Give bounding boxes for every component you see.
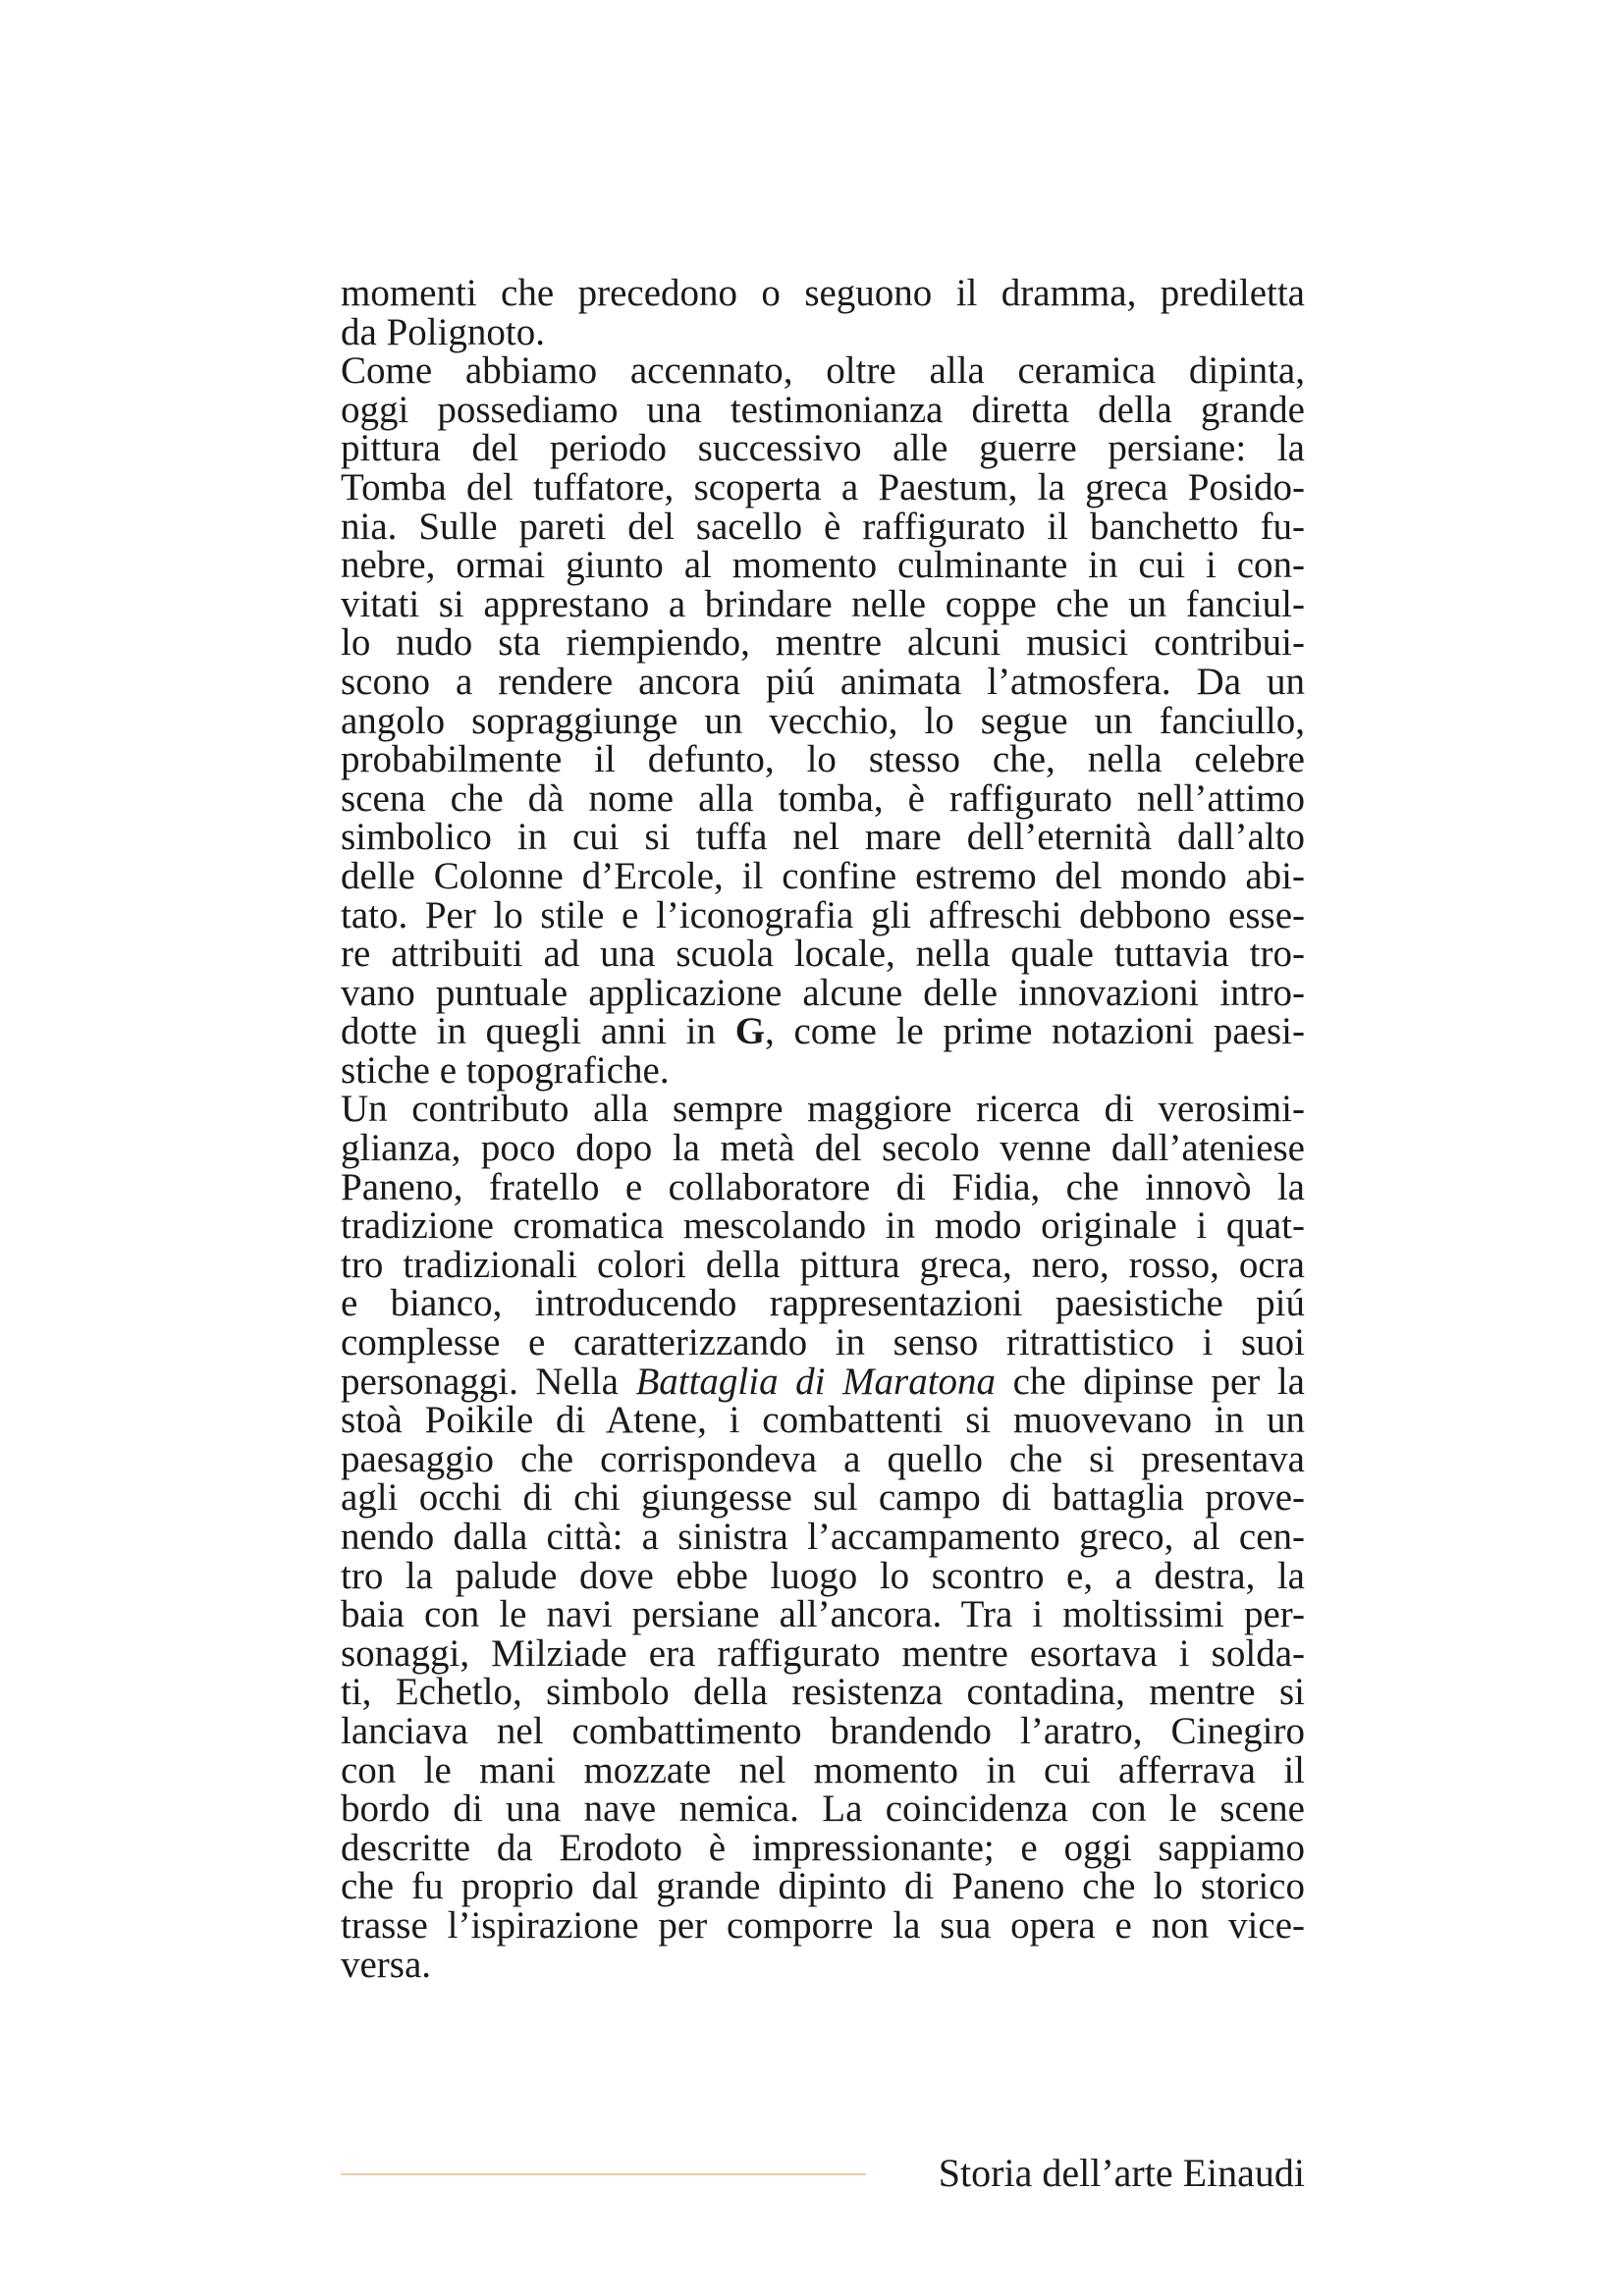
text-segment: dotte in quegli anni in: [341, 1010, 735, 1053]
body-text: [341, 274, 1305, 1984]
text-segment: momenti che precedono o seguono il dramma, prediletta: [341, 272, 1305, 314]
text-segment: baia con le navi persiane all’ancora. Tra i moltissimi per-: [341, 1593, 1305, 1636]
text-line: [341, 1826, 1305, 1869]
text-line: [341, 1943, 1305, 1986]
text-segment: stoà Poikile di Atene, i combattenti si muovevano in un: [341, 1399, 1305, 1442]
text-line: [341, 776, 1305, 820]
text-segment: lanciava nel combattimento brandendo l’aratro, Cinegiro: [341, 1709, 1305, 1752]
text-line: [341, 429, 1305, 468]
text-segment: descritte da Erodoto è impressionante; e oggi sappiamo: [341, 1826, 1305, 1869]
text-line: [341, 1284, 1305, 1323]
text-segment: da Polignoto.: [341, 310, 546, 353]
text-line: [341, 1518, 1305, 1557]
text-segment: nendo dalla città: a sinistra l’accampamento greco, al cen-: [341, 1516, 1305, 1558]
text-segment: che fu proprio dal grande dipinto di Paneno che lo storico: [341, 1865, 1305, 1908]
footer-rule: [341, 2173, 866, 2175]
text-line: [341, 1243, 1305, 1286]
text-line: [341, 546, 1305, 585]
text-line: [341, 893, 1305, 936]
text-segment: tradizione cromatica mescolando in modo originale i quat-: [341, 1204, 1305, 1248]
text-segment: pittura del periodo successivo alle guerre persiane: la: [341, 427, 1305, 470]
bold-abbrev: G: [734, 1010, 766, 1053]
text-line: [341, 582, 1305, 625]
text-segment: nebre, ormai giunto al momento culminante in cui i con-: [341, 544, 1305, 587]
text-line: [341, 1012, 1305, 1051]
text-line: [341, 1673, 1305, 1712]
text-segment: tato. Per lo stile e l’iconografia gli affreschi debbono esse-: [341, 893, 1305, 936]
text-segment: sonaggi, Milziade era raffigurato mentre esortava i solda-: [341, 1631, 1305, 1675]
text-segment: delle Colonne d’Ercole, il confine estremo del mondo abi-: [341, 854, 1305, 897]
text-segment: con le mani mozzate nel momento in cui afferrava il: [341, 1748, 1305, 1791]
text-segment: vitati si apprestano a brindare nelle coppe che un fanciul-: [341, 582, 1305, 625]
footer-title: Storia dell’arte Einaudi: [938, 2151, 1305, 2195]
text-segment: , come le prime notazioni paesi-: [765, 1010, 1305, 1053]
text-line: [341, 1165, 1305, 1208]
text-line: [341, 351, 1305, 391]
text-segment: ti, Echetlo, simbolo della resistenza contadina, mentre si: [341, 1671, 1305, 1714]
text-segment: scono a rendere ancora piú animata l’atmosfera. Da un: [341, 660, 1305, 703]
text-segment: Un contributo alla sempre maggiore ricerca di verosimi-: [341, 1088, 1305, 1131]
text-segment: simbolico in cui si tuffa nel mare dell’eternità dall’alto: [341, 816, 1305, 859]
text-line: [341, 660, 1305, 703]
text-line: [341, 465, 1305, 508]
text-line: [341, 507, 1305, 547]
text-line: [341, 1362, 1305, 1402]
text-line: [341, 971, 1305, 1014]
text-line: [341, 1595, 1305, 1634]
text-segment: agli occhi di chi giungesse sul campo di battaglia prove-: [341, 1476, 1305, 1520]
text-line: [341, 1631, 1305, 1675]
text-line: [341, 1748, 1305, 1791]
text-line: [341, 740, 1305, 779]
text-line: [341, 1478, 1305, 1518]
text-line: [341, 699, 1305, 742]
text-segment: che dipinse per la: [996, 1360, 1305, 1403]
text-segment: angolo sopraggiunge un vecchio, lo segue un fanciullo,: [341, 699, 1305, 742]
text-line: [341, 1903, 1305, 1947]
text-segment: versa.: [341, 1943, 432, 1986]
text-segment: Come abbiamo accennato, oltre alla ceramica dipinta,: [341, 349, 1305, 393]
text-line: [341, 1206, 1305, 1246]
text-line: [341, 1709, 1305, 1752]
text-line: [341, 1867, 1305, 1906]
text-segment: trasse l’ispirazione per comporre la sua opera e non vice-: [341, 1903, 1305, 1947]
text-line: [341, 854, 1305, 897]
text-segment: stiche e topografiche.: [341, 1048, 670, 1092]
text-segment: Tomba del tuffatore, scoperta a Paestum, la greca Posido-: [341, 465, 1305, 508]
text-line: [341, 1401, 1305, 1440]
text-segment: oggi possediamo una testimonianza diretta della grande: [341, 388, 1305, 431]
text-segment: scena che dà nome alla tomba, è raffigurato nell’attimo: [341, 776, 1305, 820]
text-line: [341, 1789, 1305, 1829]
text-segment: paesaggio che corrispondeva a quello che si presentava: [341, 1437, 1305, 1480]
text-segment: personaggi. Nella: [341, 1360, 636, 1403]
text-segment: probabilmente il defunto, lo stesso che, nella celebre: [341, 738, 1305, 781]
text-segment: tro tradizionali colori della pittura greca, nero, rosso, ocra: [341, 1243, 1305, 1286]
text-line: [341, 1129, 1305, 1168]
text-segment: bordo di una nave nemica. La coincidenza con le scene: [341, 1788, 1305, 1831]
text-line: [341, 388, 1305, 431]
text-segment: tro la palude dove ebbe luogo lo scontro e, a destra, la: [341, 1554, 1305, 1597]
text-segment: glianza, poco dopo la metà del secolo venne dall’ateniese: [341, 1127, 1305, 1170]
text-segment: e bianco, introducendo rappresentazioni paesistiche piú: [341, 1282, 1305, 1325]
text-line: [341, 818, 1305, 857]
text-segment: vano puntuale applicazione alcune delle innovazioni intro-: [341, 971, 1305, 1014]
text-segment: Paneno, fratello e collaboratore di Fidia, che innovò la: [341, 1165, 1305, 1208]
text-line: [341, 1048, 1305, 1092]
text-line: [341, 274, 1305, 313]
text-line: [341, 934, 1305, 974]
text-line: [341, 623, 1305, 663]
text-line: [341, 1437, 1305, 1480]
text-segment: nia. Sulle pareti del sacello è raffigurato il banchetto fu-: [341, 505, 1305, 548]
text-line: [341, 1554, 1305, 1597]
text-segment: re attribuiti ad una scuola locale, nella quale tuttavia tro-: [341, 933, 1305, 976]
text-line: [341, 1323, 1305, 1362]
italic-title: Battaglia di Maratona: [635, 1360, 997, 1403]
text-line: [341, 1090, 1305, 1129]
text-segment: lo nudo sta riempiendo, mentre alcuni musici contribui-: [341, 621, 1305, 665]
text-segment: complesse e caratterizzando in senso ritrattistico i suoi: [341, 1321, 1305, 1364]
text-line: [341, 310, 1305, 353]
